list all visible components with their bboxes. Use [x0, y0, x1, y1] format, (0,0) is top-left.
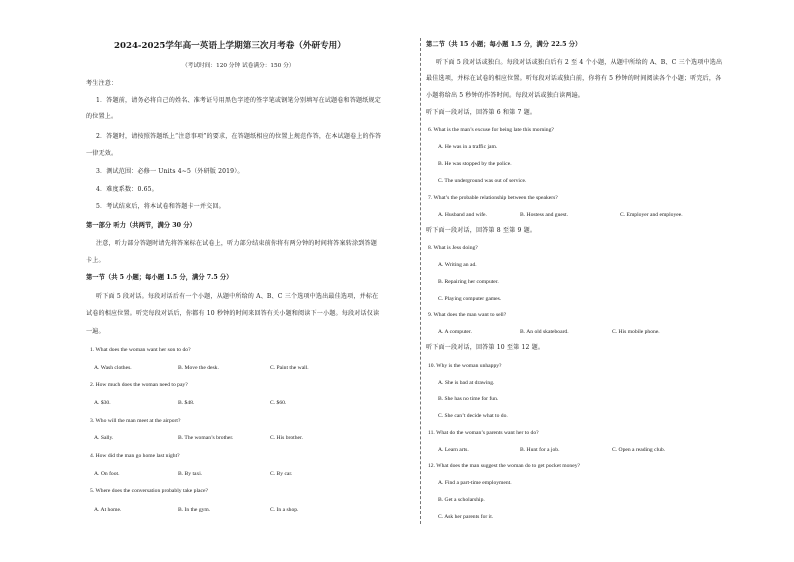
- q12-option-a: A. Find a part-time employment.: [438, 480, 512, 486]
- q10-option-c: C. She can’t decide what to do.: [438, 413, 508, 419]
- column-divider: [420, 38, 421, 524]
- q5-option-b: B. In the gym.: [178, 507, 211, 513]
- notice-2b: 一律无效。: [86, 150, 118, 157]
- q2-option-c: C. $60.: [270, 400, 287, 406]
- part1-heading: 第一部分 听力（共两节，满分 30 分）: [86, 222, 196, 229]
- question-8: 8. What is Jess doing?: [428, 245, 478, 251]
- section2-heading: 第二节（共 15 小题；每小题 1.5 分，满分 22.5 分）: [426, 41, 582, 48]
- section2-intro-b: 最佳选项，并标在试卷的相应位置。听每段对话或独白前，你将有 5 秒钟的时间阅读各个小题；听完后，各: [426, 75, 722, 82]
- q2-option-b: B. $48.: [178, 400, 195, 406]
- group-3-instruction: 听下面一段对话，回答第 10 至第 12 题。: [426, 344, 545, 351]
- q5-option-c: C. In a shop.: [270, 507, 299, 513]
- q4-option-b: B. By taxi.: [178, 471, 203, 477]
- notice-5: 5．考试结束后，将本试卷和答题卡一并交回。: [96, 203, 225, 210]
- q7-option-c: C. Employer and employee.: [620, 212, 683, 218]
- question-11: 11. What do the woman’s parents want her to do?: [428, 430, 539, 436]
- question-7: 7. What’s the probable relationship between the speakers?: [428, 195, 558, 201]
- question-6: 6. What is the man’s excuse for being late this morning?: [428, 127, 554, 133]
- question-5: 5. Where does the conversation probably take place?: [90, 488, 208, 494]
- group-1-instruction: 听下面一段对话，回答第 6 和第 7 题。: [426, 109, 537, 116]
- question-12: 12. What does the man suggest the woman do to get pocket money?: [428, 463, 580, 469]
- exam-title: 2024-2025学年高一英语上学期第三次月考卷（外研专用）: [114, 41, 346, 51]
- q3-option-c: C. His brother.: [270, 435, 303, 441]
- question-3: 3. Who will the man meet at the airport?: [90, 418, 181, 424]
- section1-intro-b: 试卷的相应位置。听完每段对话后，你都有 10 秒钟的时间来回答有关小题和阅读下一小题。每段对话仅读: [86, 310, 380, 317]
- q4-option-c: C. By car.: [270, 471, 293, 477]
- q8-option-a: A. Writing an ad.: [438, 262, 477, 268]
- notice-1b: 的位置上。: [86, 113, 118, 120]
- question-4: 4. How did the man go home last night?: [90, 453, 180, 459]
- exam-subtitle: （考试时间：120 分钟 试卷满分：150 分）: [182, 63, 295, 69]
- section2-intro-c: 小题将给出 5 秒钟的作答时间。每段对话或独白读两遍。: [426, 92, 585, 99]
- notice-4: 4．难度系数：0.65。: [96, 186, 158, 193]
- part1-intro-b: 卡上。: [86, 257, 105, 264]
- q8-option-c: C. Playing computer games.: [438, 296, 502, 302]
- q9-option-a: A. A computer.: [438, 329, 472, 335]
- q7-option-a: A. Husband and wife.: [438, 212, 487, 218]
- q12-option-b: B. Get a scholarship.: [438, 497, 485, 503]
- q6-option-b: B. He was stopped by the police.: [438, 161, 512, 167]
- question-1: 1. What does the woman want her son to do?: [90, 347, 191, 353]
- question-10: 10. Why is the woman unhappy?: [428, 363, 502, 369]
- q11-option-c: C. Open a reading club.: [612, 447, 666, 453]
- q2-option-a: A. $30.: [94, 400, 111, 406]
- q9-option-b: B. An old skateboard.: [520, 329, 569, 335]
- q11-option-a: A. Learn arts.: [438, 447, 469, 453]
- section2-intro-a: 听下面 5 段对话或独白。每段对话或独白后有 2 至 4 个小题，从题中所给的 A、B、C 三个选项中选出: [436, 59, 723, 66]
- notice-heading: 考生注意：: [86, 80, 118, 87]
- group-2-instruction: 听下面一段对话，回答第 8 至第 9 题。: [426, 227, 537, 234]
- q1-option-b: B. Move the desk.: [178, 365, 219, 371]
- q5-option-a: A. At home.: [94, 507, 122, 513]
- notice-1a: 1．答题前，请务必将自己的姓名、准考证号用黑色字迹的签字笔或钢笔分别填写在试题卷和答题纸规定: [96, 97, 381, 104]
- part1-intro-a: 注意，听力部分答题时请先将答案标在试卷上，听力部分结束前你将有两分钟的时间将答案转涂到答题: [96, 240, 377, 247]
- q6-option-c: C. The underground was out of service.: [438, 178, 527, 184]
- section1-heading: 第一节（共 5 小题；每小题 1.5 分，满分 7.5 分）: [86, 274, 233, 281]
- section1-intro-a: 听下面 5 段对话。每段对话后有一个小题，从题中所给的 A、B、C 三个选项中选出最佳选项，并标在: [96, 293, 379, 300]
- q1-option-c: C. Paint the wall.: [270, 365, 309, 371]
- q9-option-c: C. His mobile phone.: [612, 329, 660, 335]
- q1-option-a: A. Wash clothes.: [94, 365, 132, 371]
- q7-option-b: B. Hostess and guest.: [520, 212, 569, 218]
- notice-3: 3．测试范围：必修一 Units 4~5（外研版 2019）。: [96, 168, 244, 175]
- q3-option-a: A. Sally.: [94, 435, 114, 441]
- question-9: 9. What does the man want to sell?: [428, 312, 507, 318]
- section1-intro-c: 一遍。: [86, 328, 105, 335]
- q10-option-a: A. She is bad at drawing.: [438, 380, 495, 386]
- question-2: 2. How much does the woman need to pay?: [90, 382, 188, 388]
- q3-option-b: B. The woman’s brother.: [178, 435, 234, 441]
- q6-option-a: A. He was in a traffic jam.: [438, 144, 498, 150]
- q4-option-a: A. On foot.: [94, 471, 120, 477]
- q8-option-b: B. Repairing her computer.: [438, 279, 499, 285]
- q11-option-b: B. Hunt for a job.: [520, 447, 560, 453]
- q10-option-b: B. She has no time for fun.: [438, 396, 499, 402]
- notice-2a: 2．答题时，请按照答题纸上“注意事项”的要求，在答题纸相应的位置上规范作答，在本试题卷上的作答: [96, 133, 382, 140]
- q12-option-c: C. Ask her parents for it.: [438, 514, 494, 520]
